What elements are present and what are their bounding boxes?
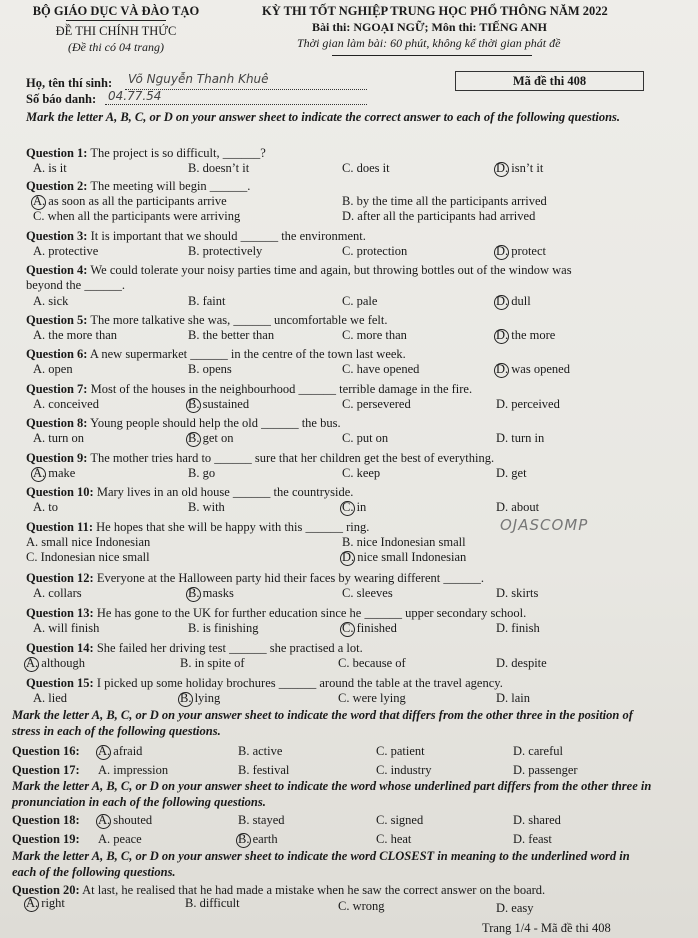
q20-option-c[interactable]: C. wrong: [338, 899, 385, 913]
section3-instruction: Mark the letter A, B, C, or D on your answer sheet to indicate the word whose underlined part differs from the other three in pronunciation in each of the following questions.: [12, 779, 652, 809]
q17-option-a[interactable]: A. impression: [98, 763, 169, 777]
q16-option-b[interactable]: B. active: [238, 744, 283, 758]
answer-mark: [340, 551, 355, 566]
q18-option-b[interactable]: B. stayed: [238, 813, 285, 827]
q4-option-d[interactable]: D. dull: [496, 294, 531, 308]
q17-option-d[interactable]: D. passenger: [513, 763, 578, 777]
question-20: Question 20: At last, he realised that he had made a mistake when he saw the correct answer on the board.: [12, 883, 546, 897]
q14-option-b[interactable]: B. in spite of: [180, 656, 245, 670]
question-7: Question 7: Most of the houses in the neighbourhood ______ terrible damage in the fire.: [26, 382, 473, 396]
q4-option-c[interactable]: C. pale: [342, 294, 378, 308]
q16-option-a[interactable]: A. afraid: [98, 744, 143, 758]
q19-option-c[interactable]: C. heat: [376, 832, 412, 846]
answer-mark: [494, 295, 509, 310]
question-17: Question 17:: [12, 763, 80, 777]
q8-option-b[interactable]: B. get on: [188, 431, 234, 445]
answer-mark: [494, 363, 509, 378]
answer-mark: [24, 897, 39, 912]
q18-option-c[interactable]: C. signed: [376, 813, 424, 827]
q13-option-d[interactable]: D. finish: [496, 621, 540, 635]
question-13: Question 13: He has gone to the UK for further education since he ______ upper secondary school.: [26, 606, 527, 620]
q15-option-b[interactable]: B. lying: [180, 691, 221, 705]
question-5: Question 5: The more talkative she was, ______ uncomfortable we felt.: [26, 313, 388, 327]
q1-option-b[interactable]: B. doesn’t it: [188, 161, 250, 175]
q20-option-a[interactable]: A. right: [26, 896, 65, 910]
exam-title: KỲ THI TỐT NGHIỆP TRUNG HỌC PHỔ THÔNG NĂM 2022: [262, 4, 608, 18]
q6-option-d[interactable]: D. was opened: [496, 362, 570, 376]
q12-option-a[interactable]: A. collars: [33, 586, 82, 600]
q7-option-b[interactable]: B. sustained: [188, 397, 250, 411]
q11-option-b[interactable]: B. nice Indonesian small: [342, 535, 466, 549]
q6-option-a[interactable]: A. open: [33, 362, 73, 376]
candidate-name-value: Võ Nguyễn Thanh Khuê: [128, 72, 269, 86]
q10-option-c[interactable]: C. in: [342, 500, 367, 514]
q16-option-c[interactable]: C. patient: [376, 744, 425, 758]
q17-option-b[interactable]: B. festival: [238, 763, 290, 777]
official-label: ĐỀ THI CHÍNH THỨC: [55, 24, 177, 38]
q10-option-b[interactable]: B. with: [188, 500, 225, 514]
question-8: Question 8: Young people should help the old ______ the bus.: [26, 416, 341, 430]
answer-mark: [340, 501, 355, 516]
q9-option-b[interactable]: B. go: [188, 466, 216, 480]
section2-instruction: Mark the letter A, B, C, or D on your answer sheet to indicate the word that differs from the other three in the position of stress in each of the following questions.: [12, 708, 633, 738]
q1-option-c[interactable]: C. does it: [342, 161, 390, 175]
question-10: Question 10: Mary lives in an old house ______ the countryside.: [26, 485, 354, 499]
q13-option-b[interactable]: B. is finishing: [188, 621, 259, 635]
q9-option-a[interactable]: A. make: [33, 466, 76, 480]
question-4-cont: beyond the ______.: [26, 278, 125, 292]
q1-option-a[interactable]: A. is it: [33, 161, 67, 175]
q11-option-d[interactable]: D. nice small Indonesian: [342, 550, 467, 564]
ministry-name: BỘ GIÁO DỤC VÀ ĐÀO TẠO: [32, 4, 200, 18]
answer-mark: [31, 195, 46, 210]
answer-mark: [96, 814, 111, 829]
q4-option-b[interactable]: B. faint: [188, 294, 226, 308]
question-6: Question 6: A new supermarket ______ in the centre of the town last week.: [26, 347, 406, 361]
q20-option-d[interactable]: D. easy: [496, 901, 534, 915]
question-12: Question 12: Everyone at the Halloween party hid their faces by wearing different ______.: [26, 571, 484, 585]
question-15: Question 15: I picked up some holiday brochures ______ around the table at the travel agency.: [26, 676, 503, 690]
q5-option-c[interactable]: C. more than: [342, 328, 407, 342]
q12-option-c[interactable]: C. sleeves: [342, 586, 393, 600]
q5-option-a[interactable]: A. the more than: [33, 328, 118, 342]
question-18: Question 18:: [12, 813, 80, 827]
q13-option-a[interactable]: A. will finish: [33, 621, 100, 635]
exam-code-box: Mã đề thi 408: [455, 71, 644, 91]
q8-option-c[interactable]: C. put on: [342, 431, 389, 445]
q2-option-a[interactable]: A. as soon as all the participants arrive: [33, 194, 227, 208]
q11-option-c[interactable]: C. Indonesian nice small: [26, 550, 150, 564]
q2-option-b[interactable]: B. by the time all the participants arrived: [342, 194, 547, 208]
question-4: Question 4: We could tolerate your noisy parties time and again, but throwing bottles out of the window was: [26, 263, 572, 277]
question-16: Question 16:: [12, 744, 80, 758]
answer-mark: [96, 745, 111, 760]
question-3: Question 3: It is important that we should ______ the environment.: [26, 229, 366, 243]
q7-option-d[interactable]: D. perceived: [496, 397, 560, 411]
answer-mark: [186, 587, 201, 602]
q14-option-d[interactable]: D. despite: [496, 656, 547, 670]
q17-option-c[interactable]: C. industry: [376, 763, 432, 777]
exam-time: Thời gian làm bài: 60 phút, không kể thời gian phát đề: [297, 36, 561, 50]
q12-option-b[interactable]: B. masks: [188, 586, 234, 600]
handwritten-note: OJASCOMP: [500, 516, 589, 534]
q2-option-d[interactable]: D. after all the participants had arrived: [342, 209, 536, 223]
q14-option-a[interactable]: A. although: [26, 656, 86, 670]
question-14: Question 14: She failed her driving test ______ she practised a lot.: [26, 641, 363, 655]
q13-option-c[interactable]: C. finished: [342, 621, 397, 635]
q3-option-a[interactable]: A. protective: [33, 244, 99, 258]
q8-option-d[interactable]: D. turn in: [496, 431, 545, 445]
section4-instruction: Mark the letter A, B, C, or D on your answer sheet to indicate the word CLOSEST in meaning to the underlined word in each of the following questions.: [12, 849, 630, 879]
question-19: Question 19:: [12, 832, 80, 846]
answer-mark: [24, 657, 39, 672]
answer-mark: [236, 833, 251, 848]
q9-option-d[interactable]: D. get: [496, 466, 527, 480]
q19-option-d[interactable]: D. feast: [513, 832, 552, 846]
q6-option-b[interactable]: B. opens: [188, 362, 232, 376]
q15-option-c[interactable]: C. were lying: [338, 691, 406, 705]
answer-mark: [494, 329, 509, 344]
question-9: Question 9: The mother tries hard to ______ sure that her children get the best of everything.: [26, 451, 495, 465]
q8-option-a[interactable]: A. turn on: [33, 431, 85, 445]
answer-mark: [178, 692, 193, 707]
pages-note: (Đề thi có 04 trang): [68, 40, 164, 54]
q3-option-c[interactable]: C. protection: [342, 244, 408, 258]
question-2: Question 2: The meeting will begin ______.: [26, 179, 251, 193]
q2-option-c[interactable]: C. when all the participants were arriving: [33, 209, 241, 223]
q19-option-b[interactable]: B. earth: [238, 832, 278, 846]
candidate-id-value: 04.77.54: [108, 89, 162, 103]
candidate-id-label: Số báo danh:: [26, 92, 97, 106]
answer-mark: [31, 467, 46, 482]
q3-option-d[interactable]: D. protect: [496, 244, 546, 258]
q1-option-d[interactable]: D. isn’t it: [496, 161, 544, 175]
answer-mark: [494, 245, 509, 260]
page-footer: Trang 1/4 - Mã đề thi 408: [482, 921, 611, 935]
q20-option-b[interactable]: B. difficult: [185, 896, 240, 910]
question-11: Question 11: He hopes that she will be happy with this ______ ring.: [26, 520, 370, 534]
candidate-name-label: Họ, tên thí sinh:: [26, 76, 113, 90]
answer-mark: [494, 162, 509, 177]
q6-option-c[interactable]: C. have opened: [342, 362, 420, 376]
q5-option-d[interactable]: D. the more: [496, 328, 556, 342]
q10-option-a[interactable]: A. to: [33, 500, 58, 514]
exam-subject: Bài thi: NGOẠI NGỮ; Môn thi: TIẾNG ANH: [312, 20, 548, 34]
q4-option-a[interactable]: A. sick: [33, 294, 69, 308]
q15-option-d[interactable]: D. lain: [496, 691, 531, 705]
answer-mark: [186, 398, 201, 413]
answer-mark: [340, 622, 355, 637]
q7-option-a[interactable]: A. conceived: [33, 397, 99, 411]
q5-option-b[interactable]: B. the better than: [188, 328, 275, 342]
section1-instruction: Mark the letter A, B, C, or D on your answer sheet to indicate the correct answer to each of the following questions.: [26, 110, 621, 124]
q18-option-a[interactable]: A. shouted: [98, 813, 153, 827]
q7-option-c[interactable]: C. persevered: [342, 397, 411, 411]
q10-option-d[interactable]: D. about: [496, 500, 540, 514]
q9-option-c[interactable]: C. keep: [342, 466, 381, 480]
q3-option-b[interactable]: B. protectively: [188, 244, 263, 258]
q12-option-d[interactable]: D. skirts: [496, 586, 539, 600]
q14-option-c[interactable]: C. because of: [338, 656, 406, 670]
q18-option-d[interactable]: D. shared: [513, 813, 561, 827]
q11-option-a[interactable]: A. small nice Indonesian: [26, 535, 151, 549]
q19-option-a[interactable]: A. peace: [98, 832, 142, 846]
question-1: Question 1: The project is so difficult, ______?: [26, 146, 266, 160]
q15-option-a[interactable]: A. lied: [33, 691, 68, 705]
q16-option-d[interactable]: D. careful: [513, 744, 563, 758]
answer-mark: [186, 432, 201, 447]
